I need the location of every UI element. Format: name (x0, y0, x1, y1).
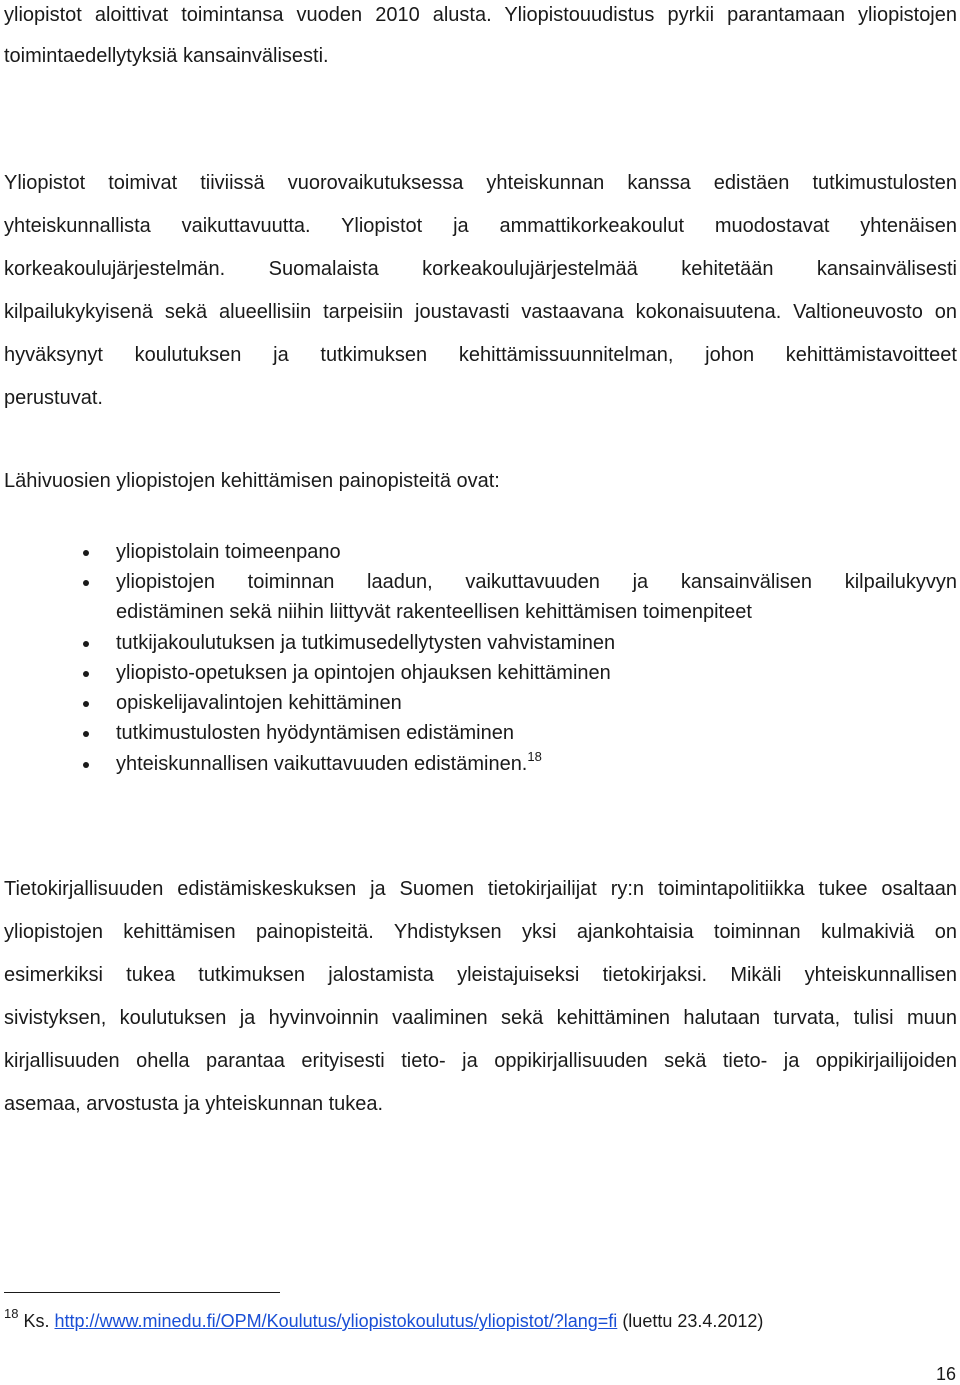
list-item: yliopistolain toimeenpano (116, 541, 341, 563)
bullet-icon (83, 641, 89, 647)
paragraph-2-line-3: korkeakoulujärjestelmän. Suomalaista korkeakoulujärjestelmää kehitetään kansainvälisesti (4, 258, 957, 280)
list-item-continuation: edistäminen sekä niihin liittyvät rakenteellisen kehittämisen toimenpiteet (116, 601, 752, 623)
list-item: tutkimustulosten hyödyntämisen edistäminen (116, 722, 514, 744)
list-item (116, 749, 542, 776)
paragraph-2-line-5: hyväksynyt koulutuksen ja tutkimuksen kehittämissuunnitelman, johon kehittämistavoitteet (4, 344, 957, 366)
paragraph-2-line-1: Yliopistot toimivat tiiviissä vuorovaikutuksessa yhteiskunnan kanssa edistäen tutkimustulosten (4, 172, 957, 194)
paragraph-2-line-6: perustuvat. (4, 387, 103, 409)
footnote (4, 1306, 764, 1332)
list-item: yliopistojen toiminnan laadun, vaikuttavuuden ja kansainvälisen kilpailukyvyn (116, 571, 957, 593)
paragraph-3-line-3: esimerkiksi tukea tutkimuksen jalostamista yleistajuiseksi tietokirjaksi. Mikäli yhteiskunnallisen (4, 964, 957, 986)
footnote-reference[interactable]: 18 (527, 749, 542, 764)
bullet-icon (83, 580, 89, 586)
paragraph-1-line-1: yliopistot aloittivat toimintansa vuoden 2010 alusta. Yliopistouudistus pyrkii parantamaan yliopistojen (4, 4, 957, 26)
footnote-link[interactable]: http://www.minedu.fi/OPM/Koulutus/yliopistokoulutus/yliopistot/?lang=fi (54, 1311, 618, 1331)
paragraph-3-line-2: yliopistojen kehittämisen painopisteitä. Yhdistyksen yksi ajankohtaisia toiminnan kulmakiviä on (4, 921, 957, 943)
paragraph-2-line-2: yhteiskunnallista vaikuttavuutta. Yliopistot ja ammattikorkeakoulut muodostavat yhtenäisen (4, 215, 957, 237)
bullet-icon (83, 671, 89, 677)
paragraph-1-line-2: toimintaedellytyksiä kansainvälisesti. (4, 45, 329, 67)
list-item: tutkijakoulutuksen ja tutkimusedellytysten vahvistaminen (116, 632, 616, 654)
page-number: 16 (935, 1364, 956, 1384)
paragraph-3-line-5: kirjallisuuden ohella parantaa erityisesti tieto- ja oppikirjallisuuden sekä tieto- ja oppikirjailijoiden (4, 1050, 957, 1072)
bullet-icon (83, 731, 89, 737)
paragraph-3-line-1: Tietokirjallisuuden edistämiskeskuksen ja Suomen tietokirjailijat ry:n toimintapolitiikka tukee osaltaan (4, 878, 957, 900)
footnote-suffix: (luettu 23.4.2012) (622, 1311, 764, 1331)
footnote-number: 18 (4, 1306, 19, 1321)
paragraph-3-line-4: sivistyksen, koulutuksen ja hyvinvoinnin vaaliminen sekä kehittäminen halutaan turvata, tulisi muun (4, 1007, 957, 1029)
bullet-icon (83, 762, 89, 768)
paragraph-3-line-6: asemaa, arvostusta ja yhteiskunnan tukea. (4, 1093, 384, 1115)
list-item: yliopisto-opetuksen ja opintojen ohjauksen kehittäminen (116, 662, 611, 684)
paragraph-2-line-4: kilpailukykyisenä sekä alueellisiin tarpeisiin joustavasti vastaavana kokonaisuutena. Valtioneuvosto on (4, 301, 957, 323)
footnote-separator (4, 1292, 280, 1293)
list-item: opiskelijavalintojen kehittäminen (116, 692, 402, 714)
list-item-text: yhteiskunnallisen vaikuttavuuden edistäminen. (116, 753, 528, 775)
list-intro: Lähivuosien yliopistojen kehittämisen painopisteitä ovat: (4, 470, 500, 492)
footnote-prefix: Ks. (23, 1311, 50, 1331)
bullet-icon (83, 550, 89, 556)
bullet-icon (83, 701, 89, 707)
